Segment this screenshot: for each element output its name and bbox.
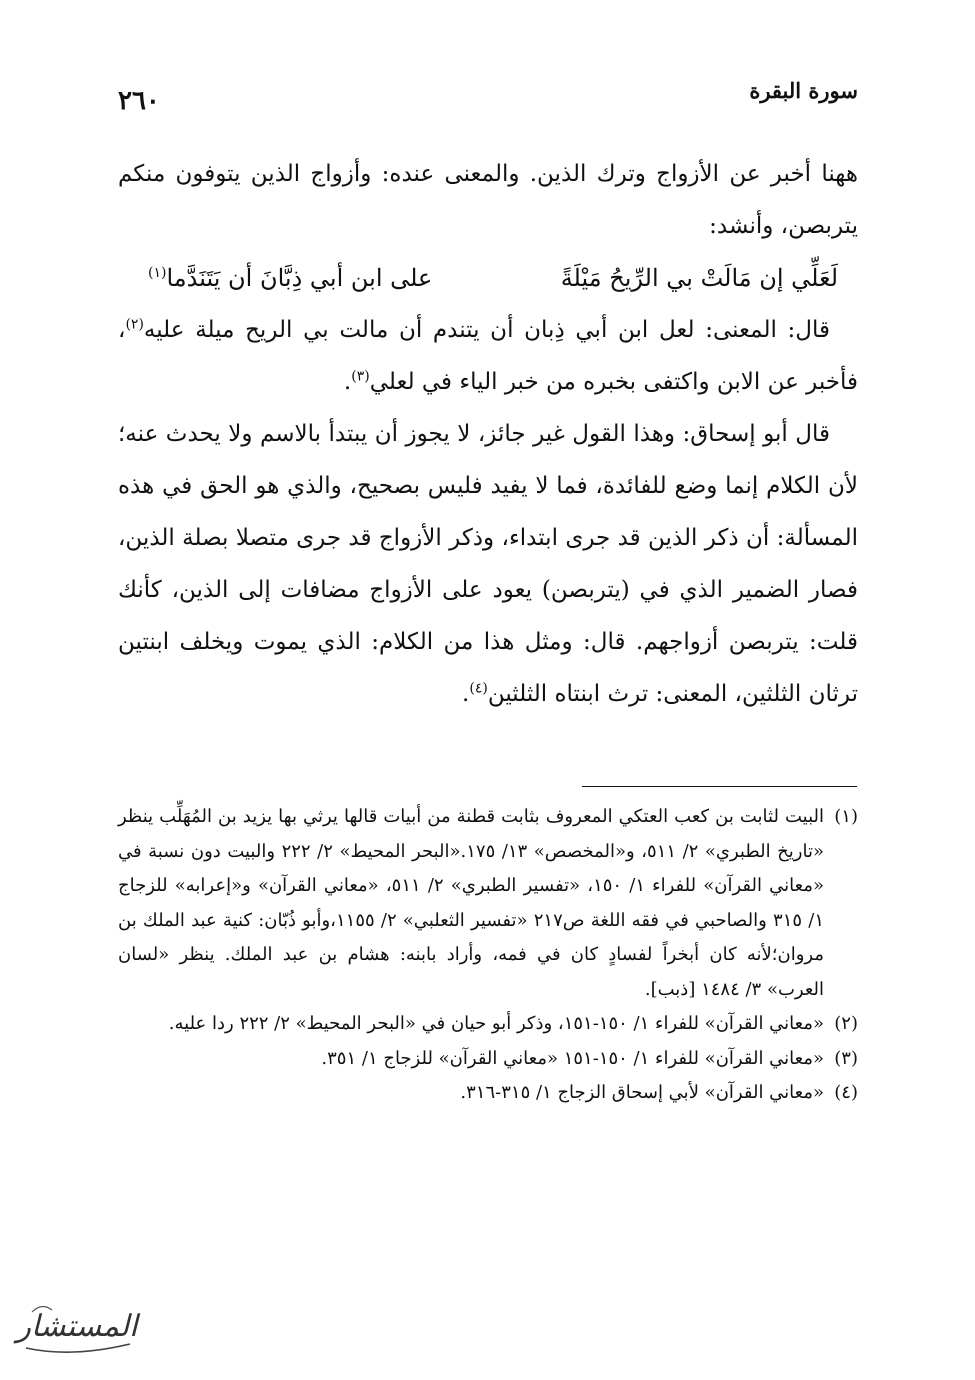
footnote-4	[118, 1076, 858, 1111]
logo-calligraphy: المستشار	[16, 1309, 138, 1344]
logo-swash	[26, 1344, 130, 1352]
footnote-ref-2[interactable]: (٢)	[125, 316, 144, 333]
page-number: ٢٦٠	[118, 86, 160, 116]
footnote-1	[118, 800, 858, 1007]
footnote-number: (١)	[834, 806, 858, 827]
footnote-ref-1[interactable]: (١)	[148, 265, 167, 281]
footnote-number: (٣)	[834, 1047, 858, 1069]
paragraph-2: قال: المعنى: لعل ابن أبي ذِبان أن يتندم أن مالت بي الريح ميلة عليه$^{(٢)}$، فأخبر عن الابن واكتفى بخبره من خبر الياء في لعلي$^{(٣)}$.	[118, 316, 858, 395]
poetry-verse	[118, 252, 858, 304]
verse-first-hemistich: لَعَلِّي إن مَالَتْ بي الرِّيحُ مَيْلَةً	[560, 264, 838, 292]
footnote-number: (٤)	[834, 1082, 858, 1103]
footnote-text: البيت لثابت بن كعب العتكي المعروف بثابت قطنة من أبيات قالها يرثي بها يزيد بن المُهَلِّب ينظر «تاريخ الطبري» ٢/ ٥١١، و«المخصص» ١٣/ ١٧٥.«البحر المحيط» ٢/ ٢٢٢ والبيت دون نسبة في «معاني القرآن» للفراء ١/ ١٥٠، «تفسير الطبري» ٢/ ٥١١، «معاني القرآن» و«إعرابه» للزجاج ١/ ٣١٥ والصاحبي في فقه اللغة ص٢١٧ «تفسير الثعلبي» ٢/ ١١٥٥،وأبو ذُبّان: كنية عبد الملك بن مروان؛لأنه كان أبخراً لفسادٍ كان في فمه، وأراد بابنه: هشام بن عبد الملك. ينظر «لسان العرب» ٣/ ١٤٨٤ [ذبب].	[118, 806, 824, 1000]
footnotes	[118, 800, 858, 1111]
publisher-logo	[12, 1292, 142, 1364]
footnote-text: «معاني القرآن» لأبي إسحاق الزجاج ١/ ٣١٥-٣١٦.	[460, 1082, 824, 1103]
footnote-ref-3[interactable]: (٣)	[351, 368, 370, 385]
footnote-number: (٢)	[834, 1013, 858, 1034]
page-header	[118, 72, 858, 122]
verse-second-hemistich: على ابن أبي ذِبَّانَ أن يَتَنَدَّما$^{(١)}$	[148, 264, 433, 292]
footnote-3	[118, 1042, 858, 1077]
footnote-ref-4[interactable]: (٤)	[469, 680, 488, 697]
footnote-2	[118, 1007, 858, 1042]
footnote-text: «معاني القرآن» للفراء ١/ ١٥٠-١٥١، وذكر أبو حيان في «البحر المحيط» ٢/ ٢٢٢ ردا عليه.	[168, 1013, 824, 1034]
footnote-text: «معاني القرآن» للفراء ١/ ١٥٠-١٥١ «معاني القرآن» للزجاج ١/ ٣٥١.	[321, 1047, 824, 1069]
paragraph-3: قال أبو إسحاق: وهذا القول غير جائز، لا يجوز أن يبتدأ بالاسم ولا يحدث عنه؛ لأن الكلام إنما وضع للفائدة، فما لا يفيد فليس بصحيح، والذي هو الحق في هذه المسألة: أن ذكر الذين قد جرى ابتداء، وذكر الأزواج قد جرى متصلا بصلة الذين، فصار الضمير الذي في (يتربصن) يعود على الأزواج مضافات إلى الذين، كأنك قلت: يتربصن أزواجهم. قال: ومثل هذا من الكلام: الذي يموت ويخلف ابنتين ترثان الثلثين، المعنى: ترث ابنتاه الثلثين$^{(٤)}$.	[118, 421, 858, 707]
paragraph-1: ههنا أخبر عن الأزواج وترك الذين. والمعنى عنده: وأزواج الذين يتوفون منكم يتربصن، وأنشد:	[118, 161, 858, 239]
main-text	[118, 148, 858, 720]
footnote-separator	[582, 786, 857, 787]
surah-title: سورة البقرة	[749, 78, 858, 103]
